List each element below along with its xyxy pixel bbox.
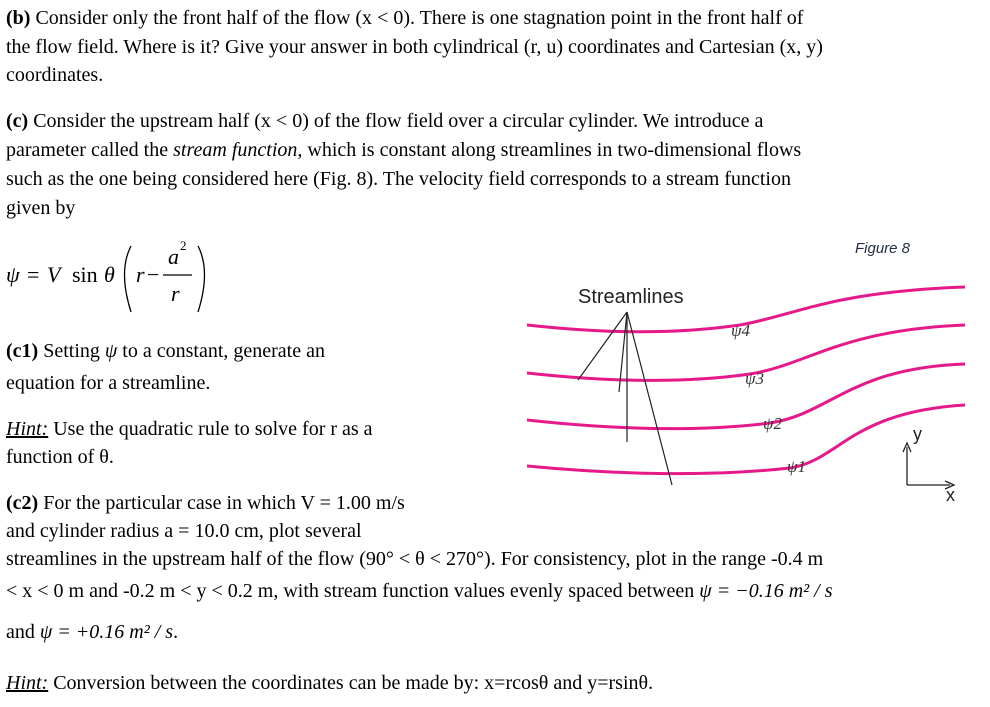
- part-b-line-2: the flow field. Where is it? Give your answer in both cylindrical (r, u) coordinates and Cartesian (x, y): [6, 36, 823, 58]
- psi2-label: ψ2: [763, 414, 783, 433]
- y-axis-label: y: [913, 424, 922, 444]
- part-c-line-3: such as the one being considered here (Fig. 8). The velocity field corresponds to a stream function: [6, 168, 791, 190]
- part-c2-line-4: < x < 0 m and -0.2 m < y < 0.2 m, with stream function values evenly spaced between ψ = −0.16 m² / s: [6, 580, 833, 602]
- part-c-line-1: (c) Consider the upstream half (x < 0) of the flow field over a circular cylinder. We introduce a: [6, 110, 764, 132]
- streamlines-pointer: [578, 312, 672, 485]
- part-c1-line-2: equation for a streamline.: [6, 372, 211, 394]
- part-c2-line-1: (c2) For the particular case in which V = 1.00 m/s: [6, 492, 405, 514]
- part-c2-line-3: streamlines in the upstream half of the flow (90° < θ < 270°). For consistency, plot in the range -0.4 m: [6, 548, 824, 570]
- part-c2-line-2: and cylinder radius a = 10.0 cm, plot several: [6, 520, 362, 542]
- axes: [903, 443, 954, 489]
- part-c2-line-5: and ψ = +0.16 m² / s.: [6, 621, 179, 643]
- part-c-line-2: parameter called the stream function, which is constant along streamlines in two-dimensional flows: [6, 139, 802, 161]
- psi1-label: ψ1: [787, 457, 807, 476]
- x-axis-label: x: [946, 485, 955, 505]
- figure-caption: Figure 8: [855, 240, 911, 257]
- part-c-line-4: given by: [6, 197, 76, 219]
- part-c1-line-1: (c1) Setting ψ to a constant, generate an: [6, 340, 325, 362]
- part-c1-hint-line-2: function of θ.: [6, 446, 114, 468]
- streamline-psi1: [527, 405, 965, 474]
- part-b-line-1: (b) Consider only the front half of the flow (x < 0). There is one stagnation point in the front half of: [6, 7, 804, 29]
- streamlines-label: Streamlines: [578, 286, 684, 308]
- part-b-line-3: coordinates.: [6, 64, 104, 86]
- psi3-label: ψ3: [745, 369, 765, 388]
- part-c1-hint-line-1: Hint: Use the quadratic rule to solve for r as a: [6, 418, 373, 440]
- part-c2-hint: Hint: Conversion between the coordinates can be made by: x=rcosθ and y=rsinθ.: [6, 672, 654, 694]
- psi4-label: ψ4: [731, 321, 751, 340]
